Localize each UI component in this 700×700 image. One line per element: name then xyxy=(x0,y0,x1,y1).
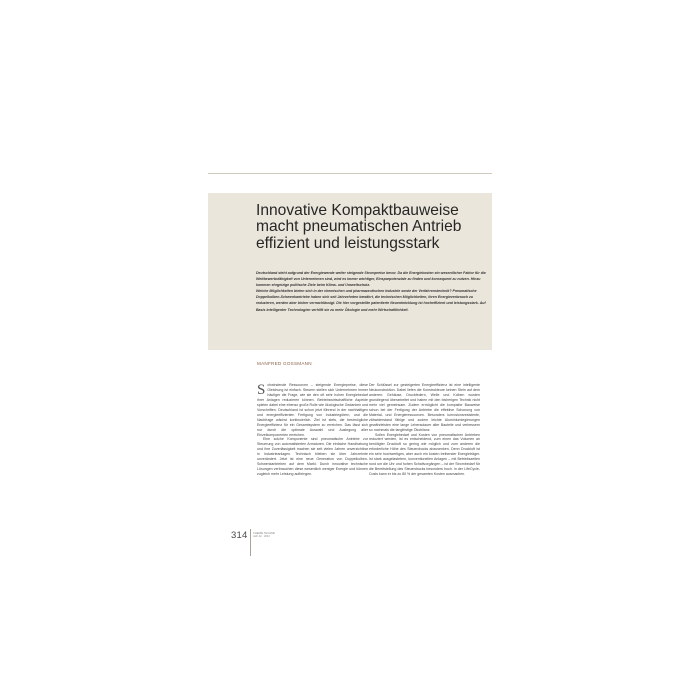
lead-paragraph-2: Welche Möglichkeiten bieten sich in der chemischen und pharmazeutischen Industrie sowie der Verfahrenstechnik? Pneumatische Doppelkolben-Schwenkantriebe haben sich seit Jahrzehnten bewährt, die technischen Möglichkeiten, ihren Energieverbrauch zu reduzieren, werden aber bisher vernachlässigt. Die hier vorgestellte patentierte Neuentwicklung ist hocheffizient und leistungsstark. Auf Basis intelligenter Technologien verhilft sie zu mehr Ökologie und mehr Wirtschaftlichkeit. xyxy=(256,289,486,312)
running-head-line-1: CHEMIE TECHNIK xyxy=(253,532,276,535)
title-line-1: Innovative Kompaktbauweise xyxy=(256,202,459,219)
lead-paragraph-1: Deutschland steht aufgrund der Energiewende weiter steigende Strompreise bevor. Da die Energiekosten ein wesentlicher Faktor für die Wettbewerbsfähigkeit von Unternehmen sind, wird es immer wichtiger, Einsparpotenziale zu finden und konsequent zu nutzen. Hinzu kommen ehrgeizige politische Ziele beim Klima- und Umweltschutz. xyxy=(256,271,486,288)
article-header-box xyxy=(208,193,492,350)
article-title xyxy=(256,203,488,252)
title-line-2: macht pneumatischen Antrieb xyxy=(256,218,462,236)
title-line-3: effizient und leistungsstark xyxy=(256,234,440,252)
drop-cap: S xyxy=(257,381,266,398)
author-byline: MANFRED GOSSMANN xyxy=(257,361,312,366)
top-rule xyxy=(208,173,492,174)
body-column-1 xyxy=(257,383,368,477)
page-number: 314 xyxy=(231,530,248,541)
column2-paragraph-1: Der Schlüssel zur gesteigerten Energieeffizienz ist eine intelligente Neukonstruktion. Dabei liefen die Konstrukteure keinen Stein auf dem anderen: Gehäuse, Druckfedern, Welle und Kolben wurden grundlegend überarbeitet und haben mit den bisherigen Technik nicht mehr viel gemeinsam. Zudem ermöglicht die kompakte Bauweise schon bei der Fertigung der Antriebe die effektive Schonung von Material- und Energieressourcen. Besonders korrosionsresistente, zähwiderstand fähige und zudem leichte Aluminiumlegierungen gewährleisten eine lange Lebensdauer aller Bauteile und verbessern so nochmals die langfristige Ökobilanz. xyxy=(369,383,480,432)
folio-divider xyxy=(250,529,251,556)
column2-paragraph-2: Sollen Energiebedarf und Kosten von pneumatischen Antrieben reduziert werden, ist es entscheidend, zum einen das Volumen an benötigter Druckluft so gering wie möglich und zum anderen die erforderliche Höhe des Steuerdrucks abzusenken. Denn Druckluft ist ein sehr hochwertiges, aber auch ein kosten treibender Energieträger. Ist stark ausgelastetem, konventionellen Anlagen – mit Betriebszeiten rund um die Uhr und hohen Schaltvorgängen – ist der Strombedarf für die Bereitstellung des Steuerdrucks besonders hoch. In der LifeCycle-Costs kann er bis zu 80 % der gesamten Kosten ausmachen. xyxy=(369,432,480,477)
body-column-2 xyxy=(369,383,480,477)
running-head xyxy=(253,532,333,539)
running-head-line-2: Jahr 42 · 2013 xyxy=(253,535,270,539)
column1-paragraph-1: chwindende Ressourcen – steigende Energiepreise, diese Gleichung ist einfach. Steuern stellen sich Unternehmen immer häufiger die Frage, wie sie den oft sehr hohen Energiebedarf ihrer Anlagen reduzieren können. Betriebswirtschaftliche Aspekte spielen dabei eine ebenso große Rolle wie ökologische Gedanken und Vorschriften. Deutschland ist schon jetzt führend in der nachhaltigen und energieeffizienten Fertigung von Industriegütern, und die Nachfrage wächst kontinuierlich. Ziel ist stets, die bestmögliche Energieeffizienz für ein Gesamtsystem zu erreichen. Das lässt sich nur durch die optimale Auswahl und Auslegung aller Einzelkomponenten erreichen. xyxy=(257,383,368,437)
column1-paragraph-2: Eine solche Komponente sind pneumatische Antriebe zur Steuerung von automatisierten Armaturen. Die einfache Handhabung und ihre Zuverlässigkeit machen sie seit vielen Jahren unverzichtbar in Industrieanlagen. Technisch blieben sie über Jahrzehnte unverändert. Jetzt ist eine neue Generation von Doppelkolben-Schwenkantrieben auf dem Markt. Durch innovative technische Lösungen verbrauchen diese wesentlich weniger Energie und können zugleich mehr Leistung aufbringen. xyxy=(257,437,368,477)
article-lead xyxy=(256,270,488,313)
